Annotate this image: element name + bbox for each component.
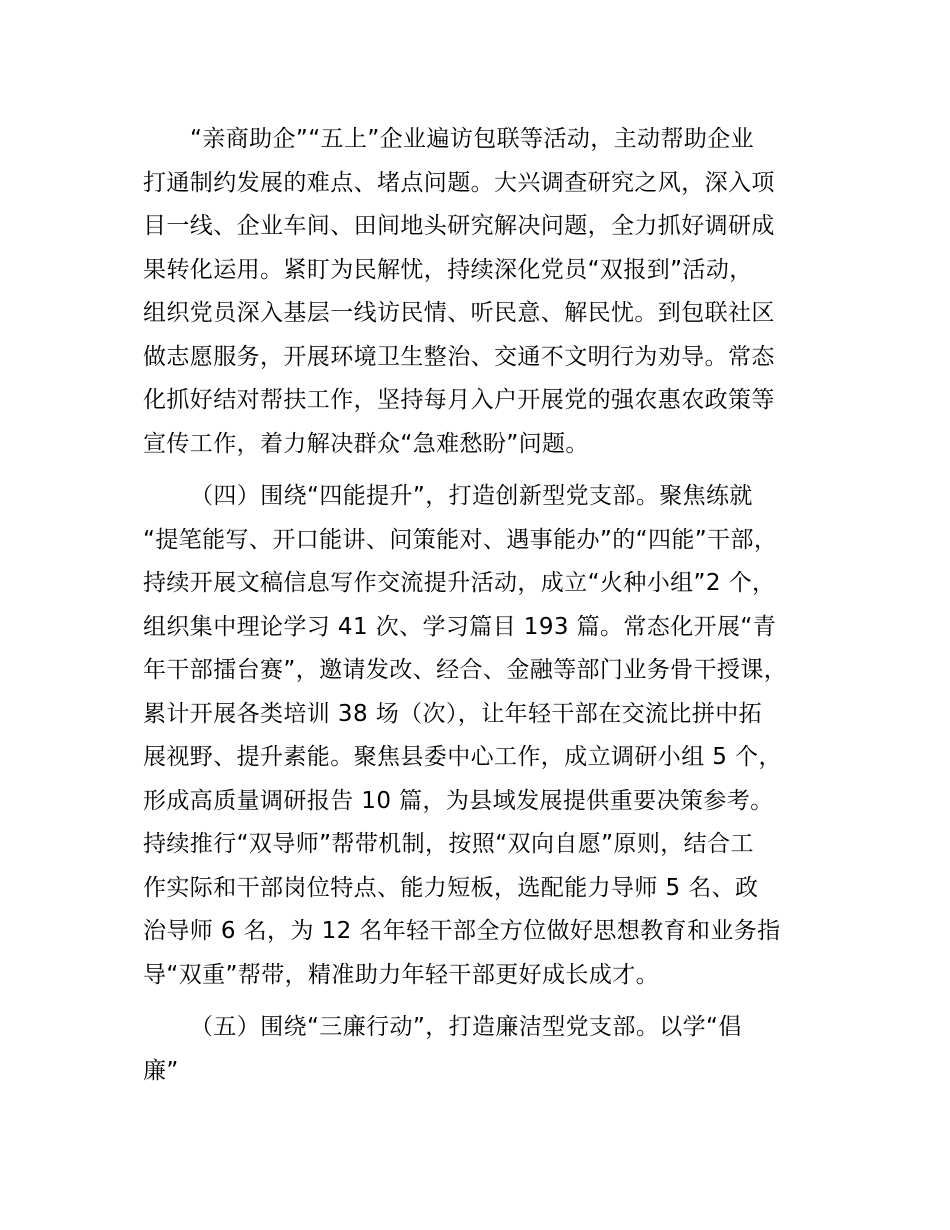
text-line: 组织集中理论学习 41 次、学习篇目 193 篇。常态化开展“青: [143, 614, 777, 640]
text-line: 治导师 6 名，为 12 名年轻干部全方位做好思想教育和业务指: [143, 918, 781, 944]
text-line: 目一线、企业车间、田间地头研究解决问题，全力抓好调研成: [143, 213, 775, 239]
text-line: 展视野、提升素能。聚焦县委中心工作，成立调研小组 5 个，: [143, 744, 782, 770]
text-line: 化抓好结对帮扶工作，坚持每月入户开展党的强农惠农政策等: [143, 387, 775, 413]
text-line: 廉”: [143, 1058, 179, 1084]
text-line: 年干部擂台赛”，邀请发改、经合、金融等部门业务骨干授课，: [143, 657, 788, 683]
text-line: “亲商助企”“五上”企业遍访包联等活动，主动帮助企业: [190, 126, 755, 152]
text-line: 组织党员深入基层一线访民情、听民意、解民忧。到包联社区: [143, 300, 775, 326]
text-line: 打通制约发展的难点、堵点问题。大兴调查研究之风，深入项: [143, 170, 775, 196]
text-line: 累计开展各类培训 38 场（次），让年轻干部在交流比拼中拓: [143, 701, 762, 727]
text-line: 宣传工作，着力解决群众“急难愁盼”问题。: [143, 431, 589, 457]
text-line: 做志愿服务，开展环境卫生整治、交通不文明行为劝导。常态: [143, 344, 775, 370]
text-line: 持续推行“双导师”帮带机制，按照“双向自愿”原则，结合工: [143, 831, 754, 857]
text-line: “提笔能写、开口能讲、问策能对、遇事能办”的“四能”干部，: [143, 527, 778, 553]
text-line: 导“双重”帮带，精准助力年轻干部更好成长成才。: [143, 962, 660, 988]
text-line: （四）围绕“四能提升”，打造创新型党支部。聚焦练就: [190, 483, 753, 509]
text-line: 作实际和干部岗位特点、能力短板，选配能力导师 5 名、政: [143, 875, 759, 901]
text-line: 持续开展文稿信息写作交流提升活动，成立“火种小组”2 个，: [143, 570, 776, 596]
text-line: （五）围绕“三廉行动”，打造廉洁型党支部。以学“倡: [190, 1014, 742, 1040]
text-line: 形成高质量调研报告 10 篇，为县域发展提供重要决策参考。: [143, 788, 774, 814]
text-line: 果转化运用。紧盯为民解忧，持续深化党员“双报到”活动，: [143, 257, 753, 283]
